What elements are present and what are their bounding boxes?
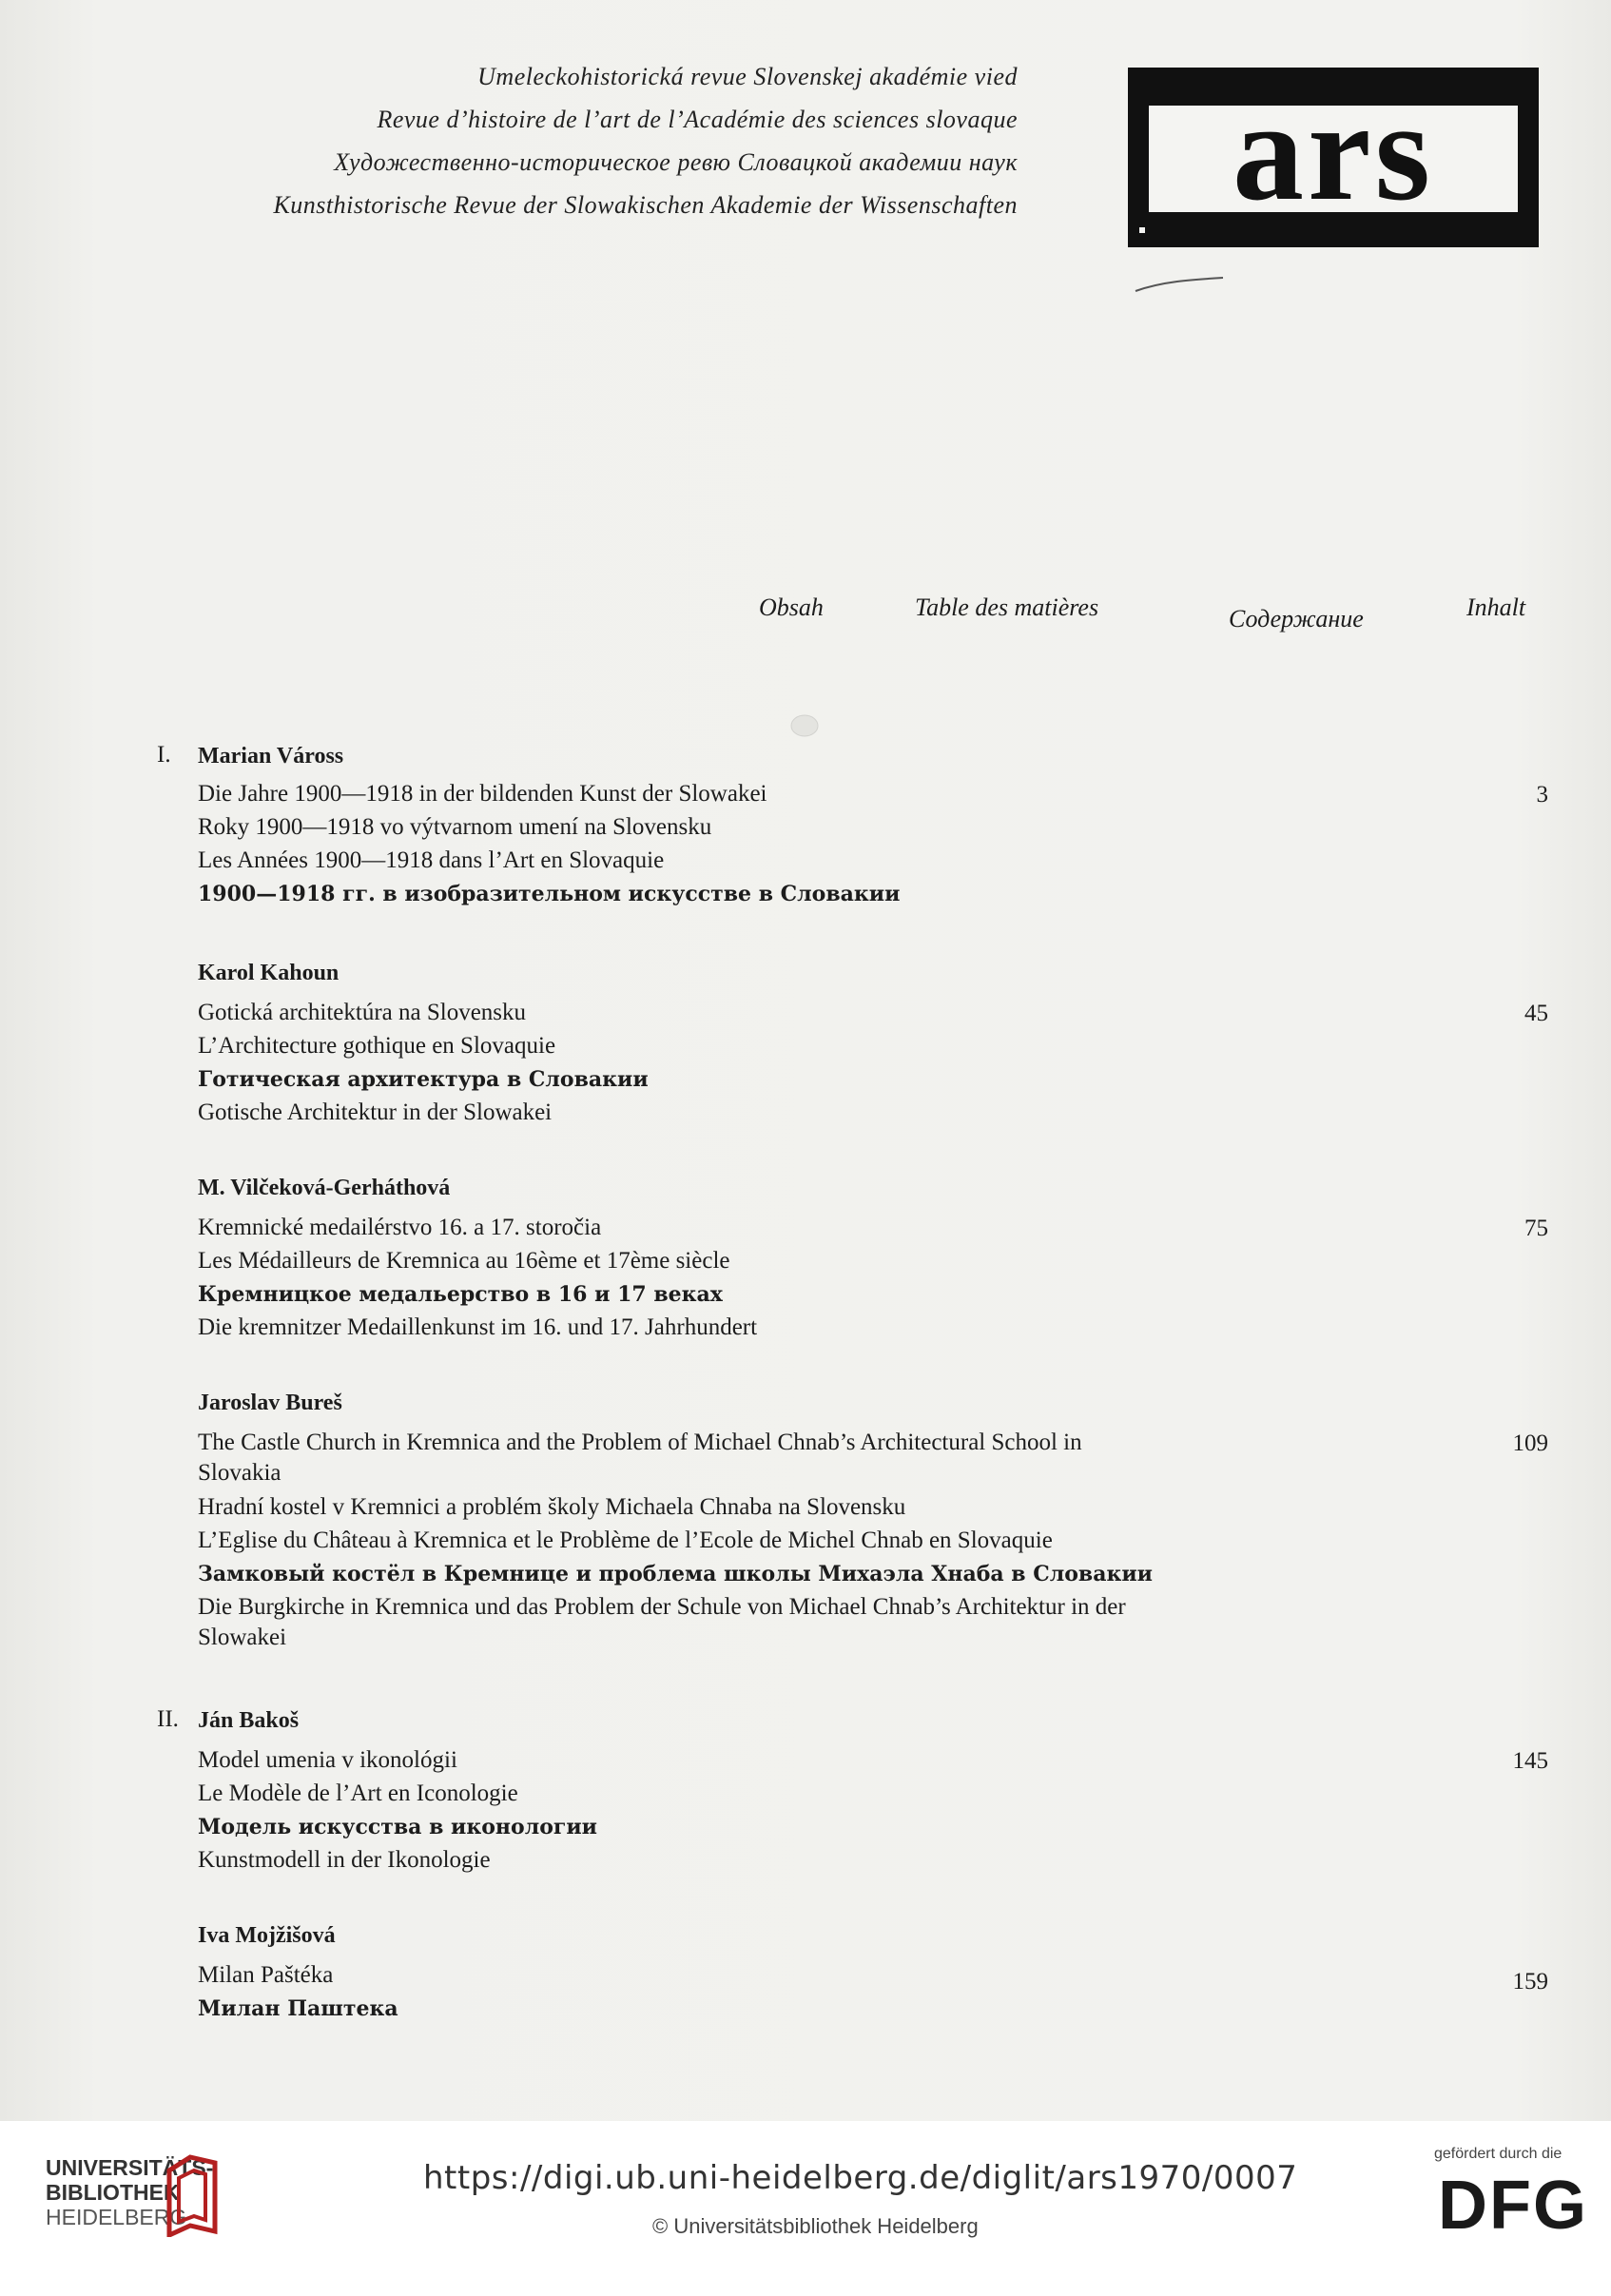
entry-title: Milan Paštéka [198,1962,334,1988]
entry-author: Ján Bakoš [198,1708,300,1733]
entry-title: Slowakei [198,1625,287,1650]
ars-logo-text: ars [1233,72,1434,230]
entry-title: Кремницкое медальерство в 16 и 17 веках [198,1282,723,1307]
entry-title: Slovakia [198,1460,281,1486]
entry-title: Le Modèle de l’Art en Iconologie [198,1780,518,1806]
heading-obsah: Obsah [759,593,824,621]
library-name-line3: HEIDELBERG [46,2205,187,2229]
heading-table: Table des matières [915,593,1099,621]
entry-title: Kunstmodell in der Ikonologie [198,1847,491,1873]
subtitle-russian: Художественно-историческое ревю Словацкой академии наук [334,148,1018,176]
entry-page: 109 [1512,1430,1548,1456]
entry-title: Model umenia v ikonológii [198,1747,457,1773]
entry-title: 1900—1918 гг. в изобразительном искусстве в Словакии [198,882,901,906]
entry-title: Gotická architektúra na Slovensku [198,1000,527,1025]
heading-soderzhanie: Содержание [1229,605,1364,632]
entry-title: Die kremnitzer Medaillenkunst im 16. und 17. Jahrhundert [198,1314,758,1340]
entry-title: L’Architecture gothique en Slovaquie [198,1033,556,1059]
entry-title: Модель искусства в иконологии [198,1815,597,1839]
entry-title: Милан Паштека [198,1996,398,2021]
entry-author: M. Vilčeková-Gerháthová [198,1176,451,1200]
journal-subtitles [273,55,1018,226]
library-name-line2: BIBLIOTHEK [46,2180,180,2205]
ars-logo [1128,68,1539,247]
entry-title: Gotische Architektur in der Slowakei [198,1099,553,1125]
subtitle-german: Kunsthistorische Revue der Slowakischen Akademie der Wissenschaften [273,191,1018,219]
funding-note: gefördert durch die [1434,2146,1562,2162]
subtitle-slovak: Umeleckohistorická revue Slovenskej akadémie vied [477,63,1018,90]
dfg-logo[interactable]: DFG [1438,2168,1588,2244]
section-number: I. [157,742,171,768]
entry-title: L’Eglise du Château à Kremnica et le Problème de l’Ecole de Michel Chnab en Slovaquie [198,1527,1053,1553]
heading-inhalt: Inhalt [1466,593,1526,621]
entry-page: 75 [1524,1216,1548,1241]
entry-author: Iva Mojžišová [198,1923,336,1948]
subtitle-french: Revue d’histoire de l’art de l’Académie des sciences slovaque [377,106,1018,133]
entry-title: Die Burgkirche in Kremnica und das Problem der Schule von Michael Chnab’s Architektur in der [198,1594,1126,1620]
entry-title: Hradní kostel v Kremnici a problém školy Michaela Chnaba na Slovensku [198,1494,906,1520]
entry-page: 159 [1512,1969,1548,1994]
library-name-line1: UNIVERSITÄTS- [46,2155,214,2180]
entry-page: 3 [1536,782,1548,807]
entry-title: Roky 1900—1918 vo výtvarnom umení na Slovensku [198,814,712,840]
entry-title: Замковый костёл в Кремнице и проблема школы Михаэла Хнаба в Словакии [198,1562,1153,1586]
copyright-notice: © Universitätsbibliothek Heidelberg [652,2214,979,2238]
entry-author: Jaroslav Bureš [198,1391,342,1415]
permalink-url[interactable]: https://digi.ub.uni-heidelberg.de/diglit/ars1970/0007 [423,2159,1298,2197]
section-number: II. [157,1706,179,1732]
entry-title: Les Années 1900—1918 dans l’Art en Slovaquie [198,847,665,873]
entry-author: Marian Váross [198,744,344,769]
stain-mark [787,709,822,743]
entry-title: The Castle Church in Kremnica and the Problem of Michael Chnab’s Architectural School in [198,1430,1082,1455]
entry-title: Готическая архитектура в Словакии [198,1067,649,1092]
entry-title: Les Médailleurs de Kremnica au 16ème et 17ème siècle [198,1248,730,1274]
entry-page: 45 [1524,1001,1548,1026]
entry-title: Kremnické medailérstvo 16. a 17. storočia [198,1215,602,1240]
pencil-mark [1134,276,1225,295]
viewer-footer [0,2121,1611,2296]
entry-page: 145 [1512,1748,1548,1774]
library-emblem-icon [162,2151,223,2237]
entry-title: Die Jahre 1900—1918 in der bildenden Kunst der Slowakei [198,781,767,807]
entry-author: Karol Kahoun [198,961,340,985]
